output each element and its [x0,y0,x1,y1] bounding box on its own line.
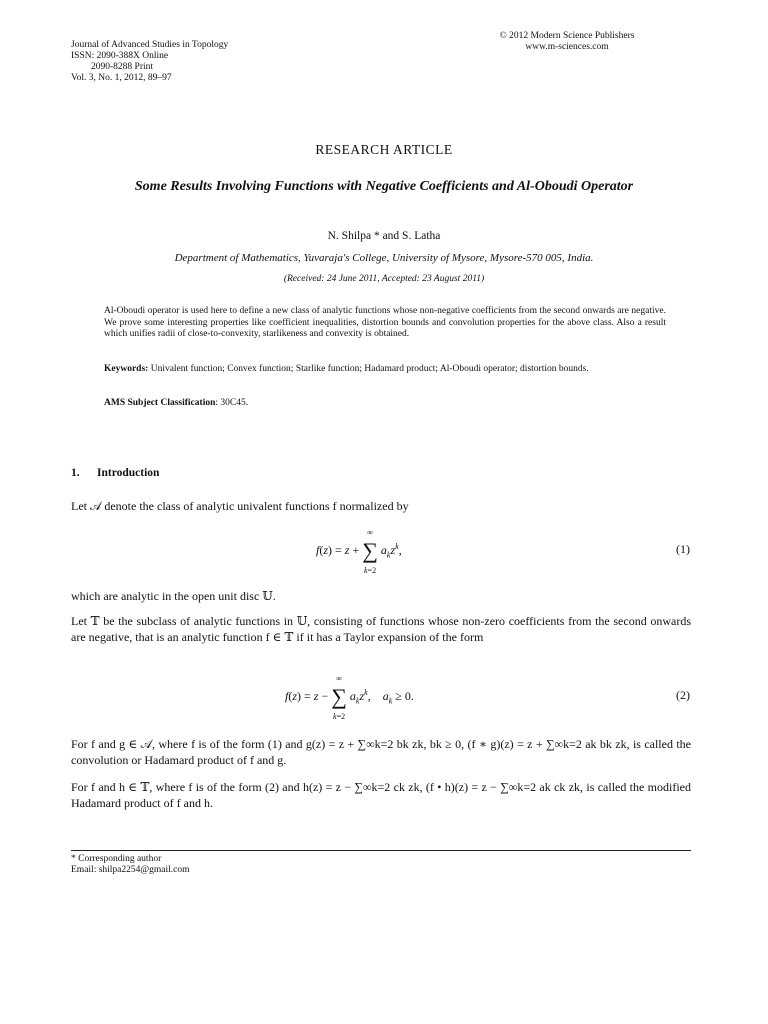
keywords-label: Keywords: [104,364,149,374]
section-title: Introduction [97,467,160,479]
received-text: (Received: 24 June 2011, Accepted: 23 August 2011) [283,274,485,284]
ams-label: AMS Subject Classification [104,398,216,408]
received-dates [0,274,768,284]
footnote [71,854,190,876]
keywords [104,364,666,376]
paragraph-5: For f and h ∈ 𝕋, where f is of the form (2) and h(z) = z − ∑∞k=2 ck zk, (f • h)(z) = z − ∑∞k=2 ak ck zk, is called the modified Hadamard product of f and h. [71,780,691,810]
keywords-text: Univalent function; Convex function; Starlike function; Hadamard product; Al-Oboudi operator; distortion bounds. [150,364,589,374]
equation-1 [0,528,768,575]
issn-online: ISSN: 2090-388X Online [71,51,169,61]
issn-print: 2090-8288 Print [91,62,154,72]
journal-info [71,40,228,84]
journal-name: Journal of Advanced Studies in Topology [71,40,229,50]
publisher-info [487,31,647,53]
equation-1-body: f(z) = z + ∞ ∑ k=2 $a_kz^k$, [316,528,402,575]
ams-code: : 30C45. [215,398,249,408]
paragraph-3: Let 𝕋 be the subclass of analytic functions in 𝕌, consisting of functions whose non-zero coefficients from the second onwards are negative, that is an analytic function f ∈ 𝕋 if it has a Taylor expansion of the form [71,614,691,644]
ams-classification [104,398,666,408]
footnote-rule [71,850,691,851]
equation-2-number: (2) [676,688,690,702]
corresponding-author: * Corresponding author [71,854,162,864]
section-heading [71,467,159,479]
article-title: Some Results Involving Functions with Negative Coefficients and Al-Oboudi Operator [134,179,634,194]
equation-2 [0,674,768,721]
volume-info: Vol. 3, No. 1, 2012, 89–97 [71,73,172,83]
paragraph-1: Let 𝒜 denote the class of analytic univalent functions f normalized by [71,499,409,513]
paragraph-4: For f and g ∈ 𝒜, where f is of the form (1) and g(z) = z + ∑∞k=2 bk zk, bk ≥ 0, (f ∗ g)(z) = z + ∑∞k=2 ak bk zk, is called the convolution or Hadamard product of f and g. [71,737,691,767]
section-number: 1. [71,467,80,479]
paragraph-2: which are analytic in the open unit disc 𝕌. [71,589,276,603]
equation-2-body: f(z) = z − ∞ ∑ k=2 $a_kz^k$, $a_k \ge 0$. [285,674,414,721]
author-email: Email: shilpa2254@gmail.com [71,865,190,875]
equation-1-number: (1) [676,542,690,556]
authors: N. Shilpa * and S. Latha [327,230,441,242]
affiliation: Department of Mathematics, Yuvaraja's College, University of Mysore, Mysore-570 005, India. [174,252,594,264]
website: www.m-sciences.com [525,42,609,52]
article-type: RESEARCH ARTICLE [315,142,453,157]
abstract: Al-Oboudi operator is used here to define a new class of analytic functions whose non-negative coefficients from the second onwards are negative. We prove some interesting properties like coefficient inequalities, distortion bounds and convolution properties for the above class. Also a result which unifies radii of close-to-convexity, starlikeness and convexity is obtained. [104,306,666,339]
copyright: © 2012 Modern Science Publishers [499,31,635,41]
